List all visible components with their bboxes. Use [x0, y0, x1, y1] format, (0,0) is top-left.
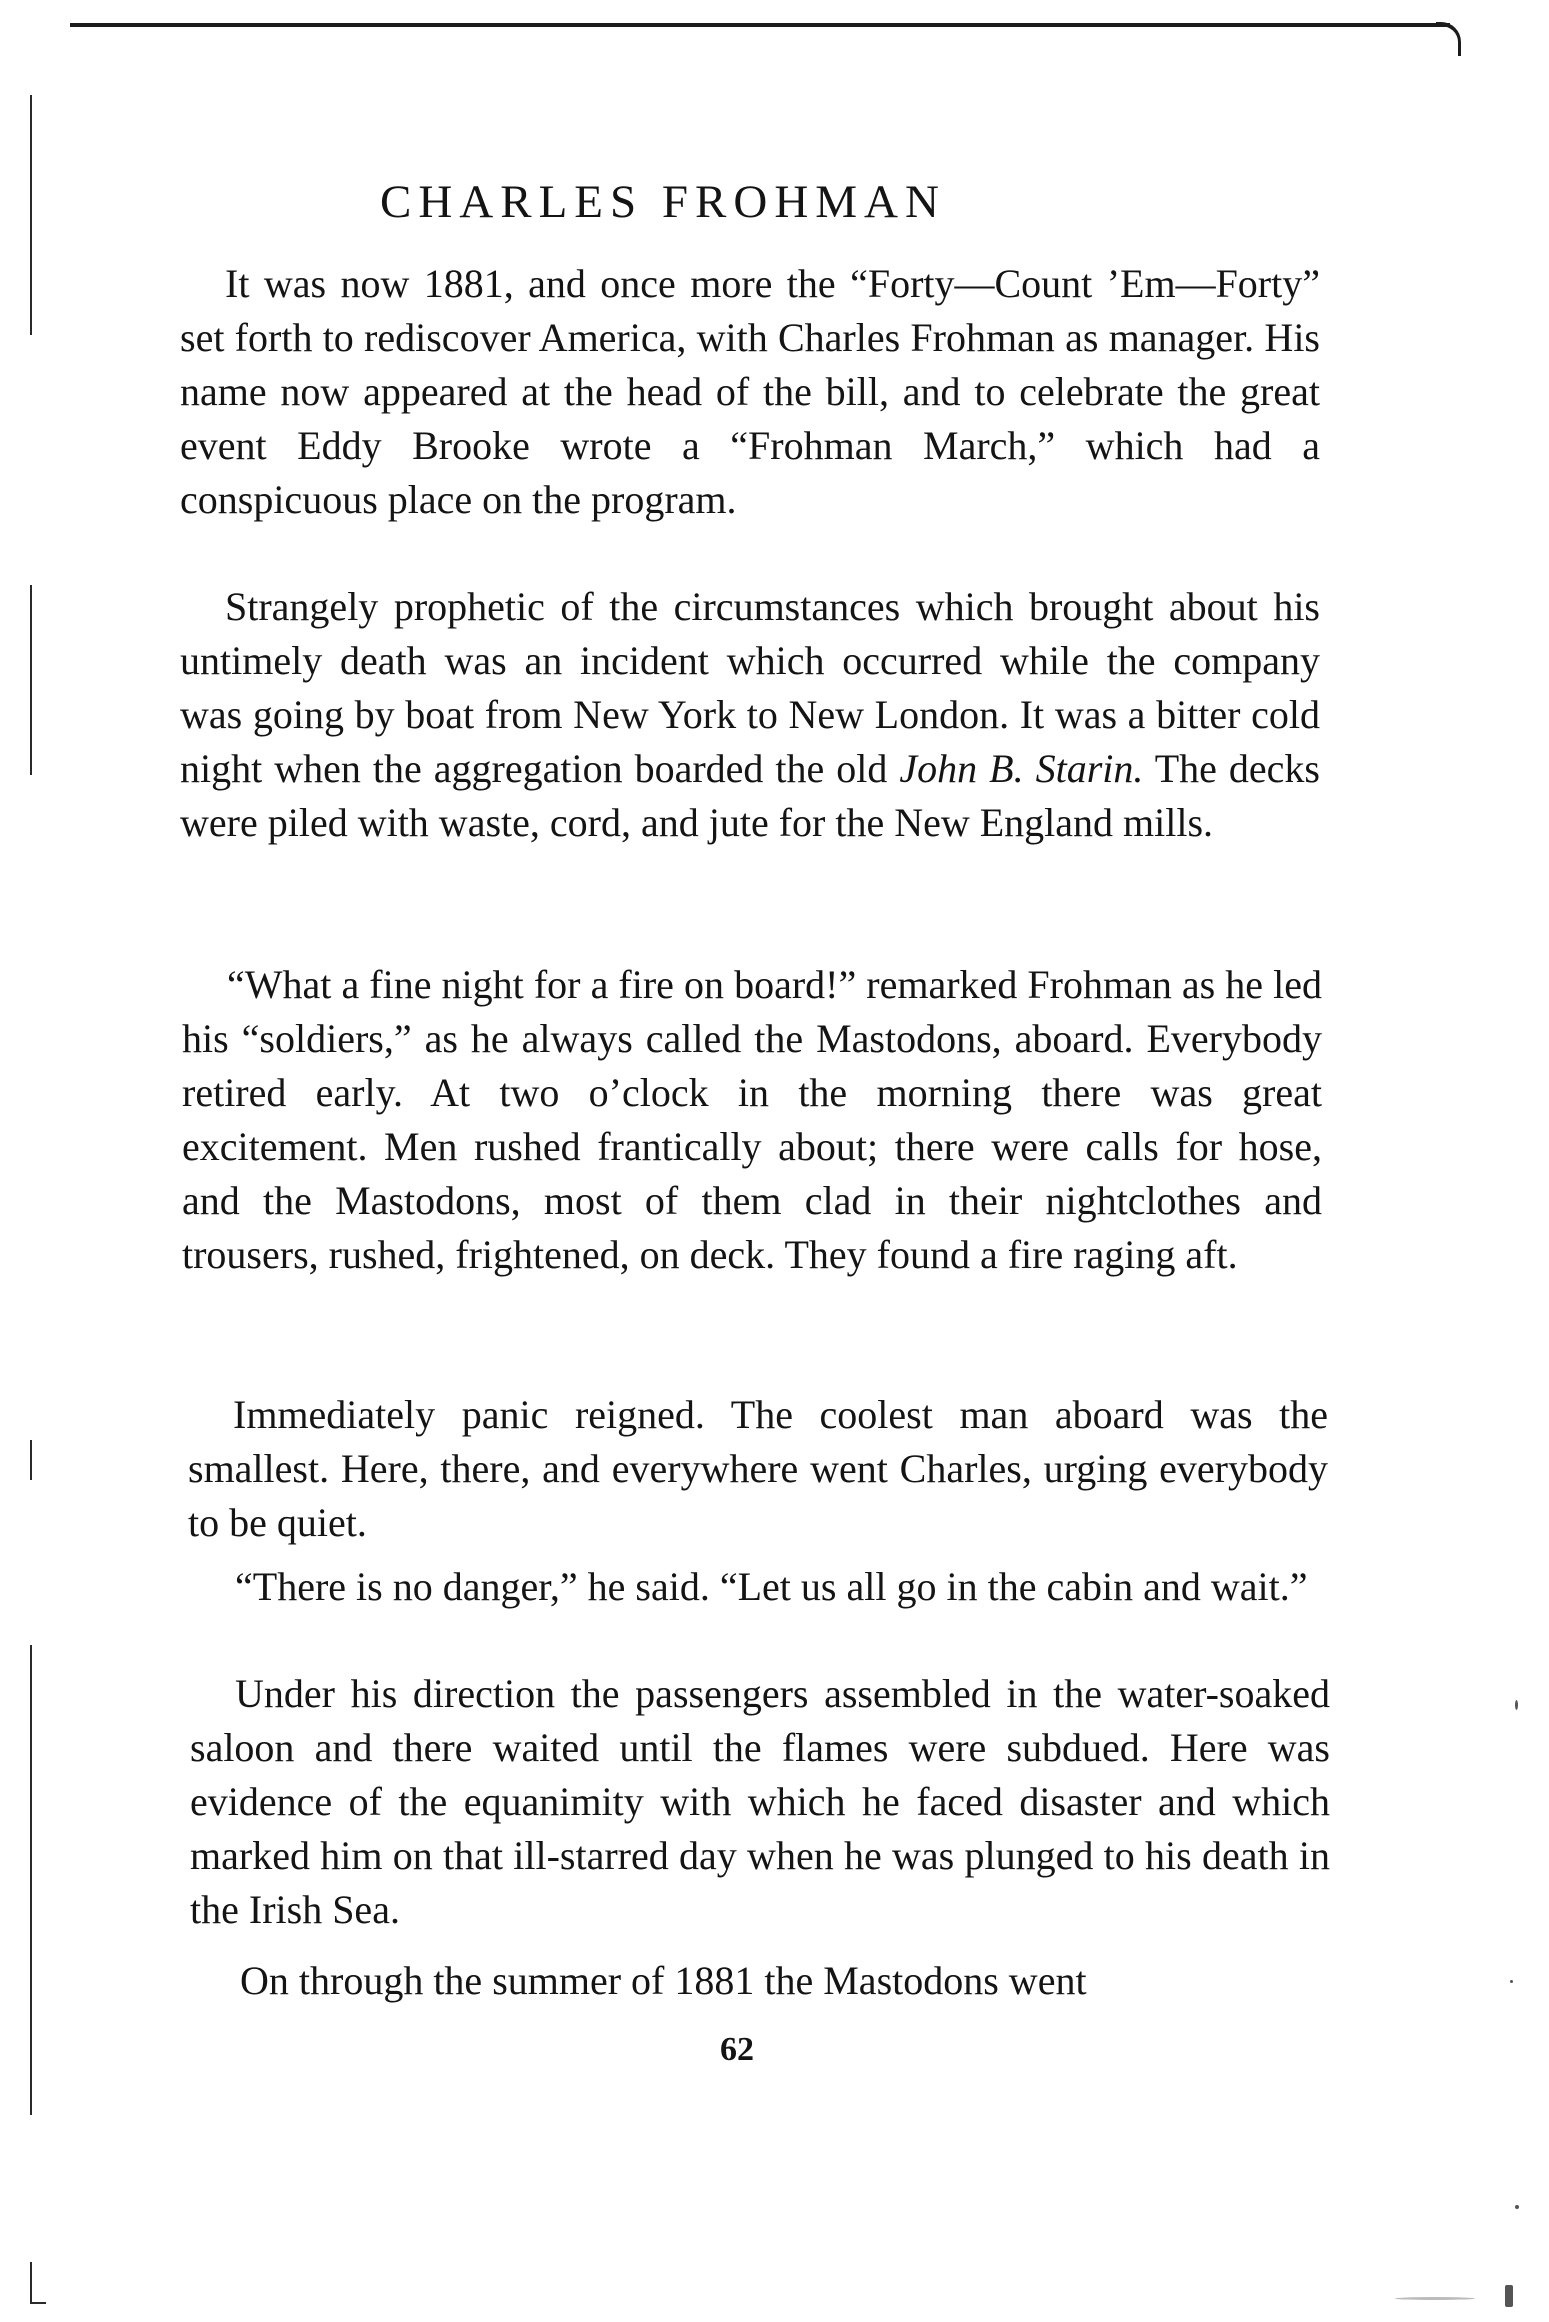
scan-smudge — [1395, 2297, 1475, 2300]
paragraph — [180, 580, 1320, 850]
paragraph: “What a fine night for a fire on board!” remarked Frohman as he led his “soldiers,” as he always called the Mastodons, aboard. Everybody retired early. At two o’clock in the morning there was great excitement. Men rushed frantically about; there were calls for hose, and the Mastodons, most of them clad in their nightclothes and trousers, rushed, frightened, on deck. They found a fire raging aft. — [182, 962, 1322, 1277]
left-margin-line — [30, 95, 32, 335]
bottom-margin-tick — [30, 2262, 46, 2304]
paragraph: Immediately panic reigned. The coolest man aboard was the smallest. Here, there, and everywhere went Charles, urging everybody to be quiet. — [188, 1392, 1328, 1545]
scan-speck — [1510, 1980, 1513, 1983]
scan-speck — [1515, 1700, 1518, 1710]
top-page-rule — [70, 23, 1450, 27]
left-margin-line — [30, 585, 32, 775]
scan-speck — [1505, 2285, 1513, 2307]
paragraph-text: The decks were piled with waste, cord, and jute for the New England mills. — [180, 746, 1320, 845]
running-head: CHARLES FROHMAN — [380, 176, 946, 228]
paragraph: On through the summer of 1881 the Mastodons went — [240, 1958, 1087, 2003]
page-corner-curl — [1436, 22, 1461, 56]
paragraph: It was now 1881, and once more the “Forty—Count ’Em—Forty” set forth to rediscover America, with Charles Frohman as manager. His name now appeared at the head of the bill, and to celebrate the great event Eddy Brooke wrote a “Frohman March,” which had a conspicuous place on the program. — [180, 261, 1320, 522]
left-margin-line — [30, 1440, 32, 1480]
scan-speck — [1515, 2205, 1519, 2209]
page-number: 62 — [720, 2031, 754, 2068]
paragraph: “There is no danger,” he said. “Let us all go in the cabin and wait.” — [235, 1564, 1308, 1609]
left-margin-line — [30, 1645, 32, 2115]
paragraph-text: Strangely prophetic of the circumstances which brought about his untimely death was an incident which occurred while the company was going by boat from New York to New London. It was a bitter cold night when the aggregation boarded the old — [180, 584, 1320, 791]
ship-name: John B. Starin. — [899, 746, 1144, 791]
paragraph: Under his direction the passengers assembled in the water-soaked saloon and there waited until the flames were subdued. Here was evidence of the equanimity with which he faced disaster and which marked him on that ill-starred day when he was plunged to his death in the Irish Sea. — [190, 1671, 1330, 1932]
